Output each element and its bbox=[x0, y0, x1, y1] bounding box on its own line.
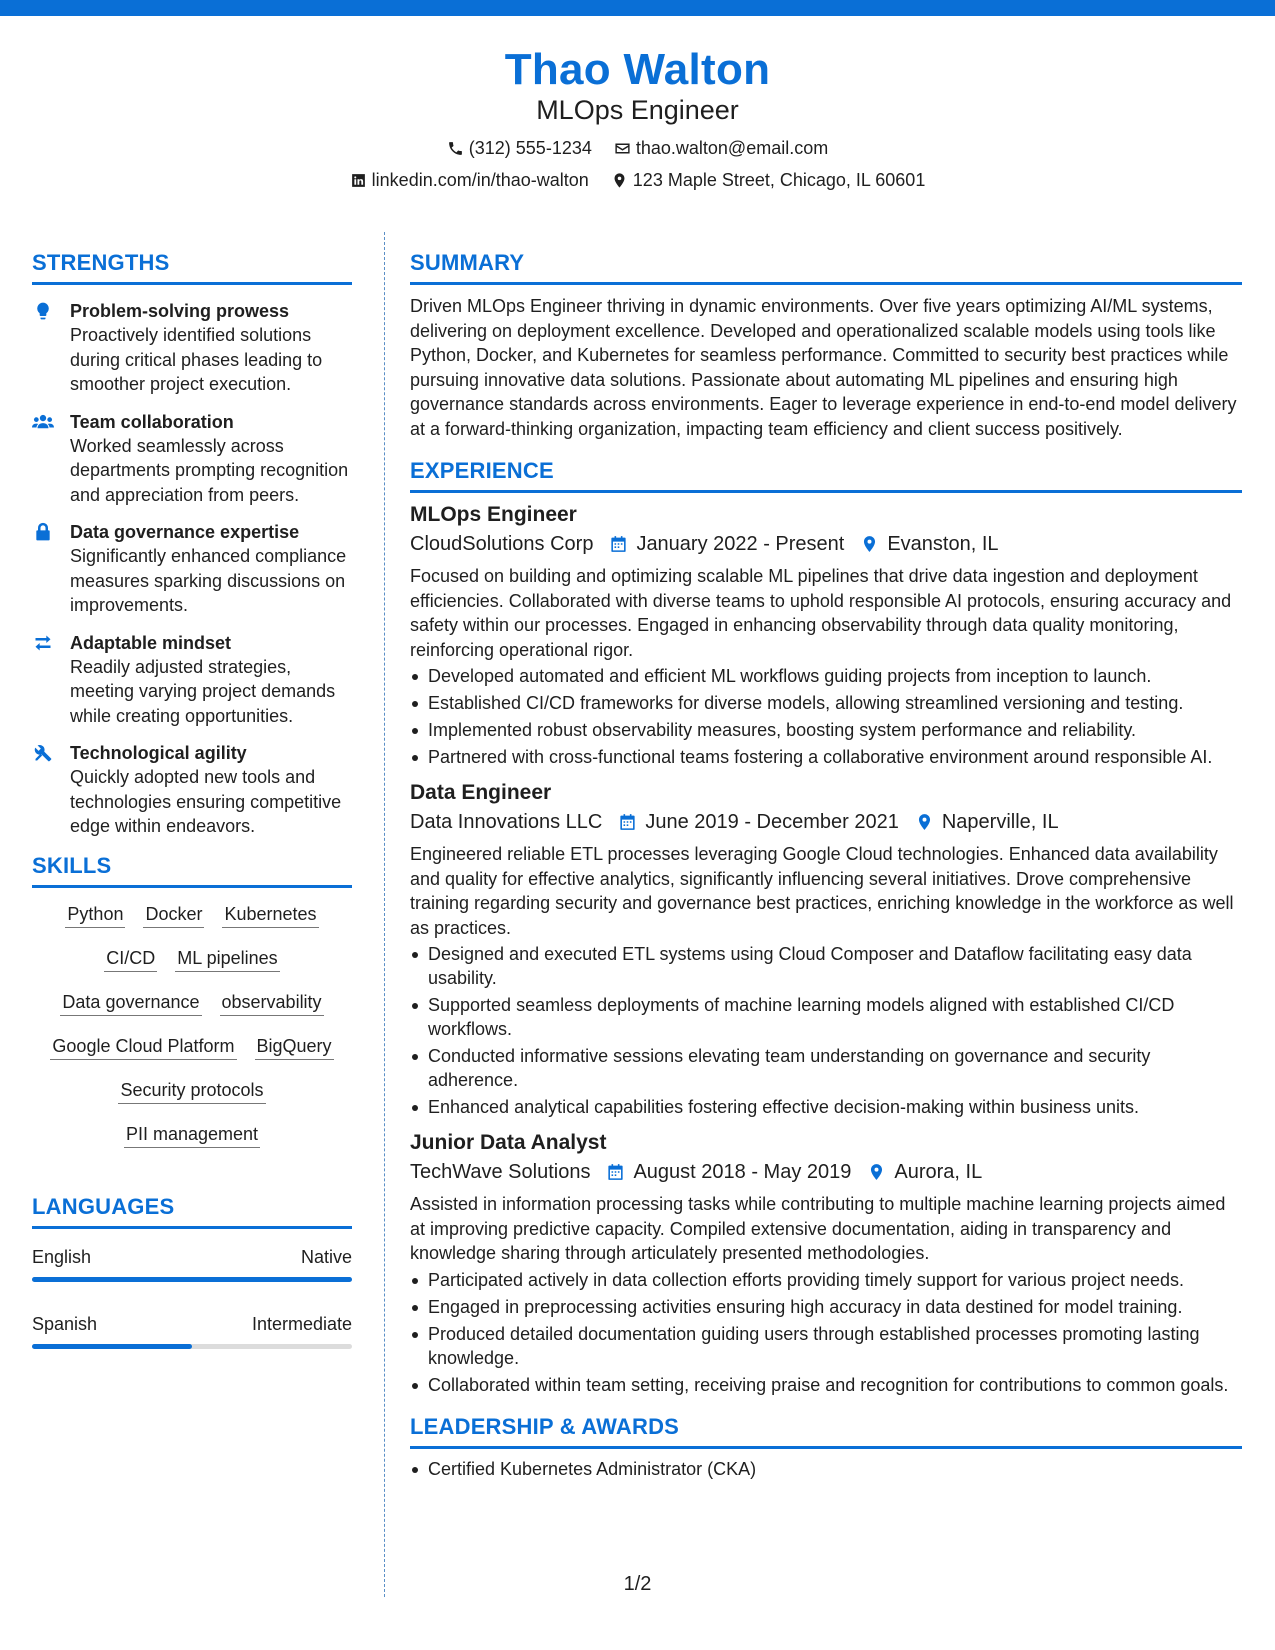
job-description: Assisted in information processing tasks while contributing to multiple machine learning projects aimed at improving predictive capacity. Compiled extensive documentation, aiding in transparency and knowledge sharing through articulately presented methodologies. bbox=[410, 1194, 1226, 1263]
skills-list bbox=[32, 902, 352, 1148]
job-entry bbox=[410, 779, 1242, 1119]
job-company: TechWave Solutions bbox=[410, 1161, 591, 1183]
contact-phone bbox=[447, 136, 592, 160]
skill-tag: BigQuery bbox=[255, 1034, 334, 1060]
linkedin-text: linkedin.com/in/thao-walton bbox=[371, 170, 589, 190]
strength-title: Technological agility bbox=[70, 743, 247, 763]
language-item bbox=[32, 1312, 352, 1349]
strength-item bbox=[32, 520, 352, 618]
strength-desc: Quickly adopted new tools and technologies ensuring competitive edge within endeavors. bbox=[70, 767, 342, 836]
leadership-heading: LEADERSHIP & AWARDS bbox=[410, 1414, 1242, 1449]
job-title: Junior Data Analyst bbox=[410, 1131, 607, 1154]
calendar-icon bbox=[606, 1162, 625, 1182]
language-name: Spanish bbox=[32, 1313, 98, 1334]
job-dates: January 2022 - Present bbox=[636, 533, 845, 555]
language-level: Intermediate bbox=[251, 1313, 352, 1334]
job-description: Focused on building and optimizing scalable ML pipelines that drive data ingestion and deployment efficiencies. Collaborated with diverse teams to uphold responsible AI protocols, ensuring accuracy and safety within our processes. Engaged in enhancing observability through data quality monitoring, reinforcing operational rigor. bbox=[410, 566, 1232, 660]
right-column bbox=[410, 250, 1242, 1484]
language-proficiency-bar bbox=[32, 1344, 352, 1349]
skill-tag: Kubernetes bbox=[222, 902, 318, 928]
page-number: 1/2 bbox=[623, 1573, 652, 1595]
skill-tag: Google Cloud Platform bbox=[50, 1034, 236, 1060]
contact-row-2 bbox=[0, 168, 1275, 192]
job-meta bbox=[410, 530, 1242, 558]
lock-icon bbox=[32, 522, 54, 542]
bullet-item: Supported seamless deployments of machine learning models aligned with established CI/CD workflows. bbox=[410, 993, 1242, 1041]
job-company: Data Innovations LLC bbox=[410, 811, 603, 833]
contact-email[interactable] bbox=[614, 136, 828, 160]
skill-tag: Python bbox=[65, 902, 125, 928]
bullet-item: Designed and executed ETL systems using Cloud Composer and Dataflow facilitating easy data usability. bbox=[410, 942, 1242, 990]
bullet-item: Implemented robust observability measures, boosting system performance and reliability. bbox=[410, 718, 1242, 742]
bullet-item: Partnered with cross-functional teams fostering a collaborative environment around responsible AI. bbox=[410, 745, 1242, 769]
skills-heading: SKILLS bbox=[32, 853, 352, 888]
job-title: MLOps Engineer bbox=[410, 503, 577, 526]
job-entry bbox=[410, 1129, 1242, 1397]
strength-item bbox=[32, 741, 352, 839]
candidate-role: MLOps Engineer bbox=[536, 95, 739, 125]
skill-tag: observability bbox=[220, 990, 324, 1016]
strength-title: Data governance expertise bbox=[70, 522, 300, 542]
strength-title: Adaptable mindset bbox=[70, 632, 232, 653]
tools-icon bbox=[32, 743, 54, 763]
strength-title: Problem-solving prowess bbox=[70, 301, 290, 321]
languages-heading: LANGUAGES bbox=[32, 1194, 352, 1229]
email-text: thao.walton@email.com bbox=[635, 138, 829, 158]
left-column bbox=[32, 250, 352, 1349]
bullet-item: Developed automated and efficient ML workflows guiding projects from inception to launch. bbox=[410, 664, 1242, 688]
strength-desc: Proactively identified solutions during critical phases leading to smoother project execution. bbox=[70, 325, 323, 394]
skill-tag: Security protocols bbox=[118, 1078, 265, 1104]
linkedin-icon bbox=[350, 172, 367, 189]
skill-tag: Docker bbox=[143, 902, 204, 928]
job-dates: June 2019 - December 2021 bbox=[645, 811, 899, 833]
language-proficiency-fill bbox=[32, 1344, 192, 1349]
address-text: 123 Maple Street, Chicago, IL 60601 bbox=[632, 170, 926, 190]
language-level: Native bbox=[300, 1246, 352, 1267]
strengths-list bbox=[32, 299, 352, 839]
strength-desc: Worked seamlessly across departments prompting recognition and appreciation from peers. bbox=[70, 435, 349, 505]
job-location: Evanston, IL bbox=[887, 533, 999, 555]
strength-item bbox=[32, 410, 352, 508]
job-location: Aurora, IL bbox=[894, 1161, 983, 1183]
phone-text: (312) 555-1234 bbox=[468, 138, 592, 158]
job-description: Engineered reliable ETL processes leveraging Google Cloud technologies. Enhanced data availability and quality for effective analytics, significantly influencing several initiatives. Drove comprehensive training regarding security and governance best practices, enriching knowledge in the workforce as well as practices. bbox=[410, 844, 1234, 938]
language-item bbox=[32, 1245, 352, 1282]
job-company: CloudSolutions Corp bbox=[410, 533, 594, 555]
bullet-item: Engaged in preprocessing activities ensuring high accuracy in data destined for model training. bbox=[410, 1295, 1242, 1319]
lightbulb-icon bbox=[32, 301, 54, 321]
job-dates: August 2018 - May 2019 bbox=[633, 1161, 852, 1183]
contact-linkedin[interactable] bbox=[350, 168, 589, 192]
contact-row-1 bbox=[0, 136, 1275, 160]
job-bullets bbox=[410, 1268, 1242, 1397]
top-accent-bar bbox=[0, 0, 1275, 16]
bullet-item: Established CI/CD frameworks for diverse models, allowing streamlined versioning and testing. bbox=[410, 691, 1242, 715]
strength-desc: Readily adjusted strategies, meeting varying project demands while creating opportunities. bbox=[70, 656, 336, 726]
map-pin-icon bbox=[915, 812, 934, 832]
job-location: Naperville, IL bbox=[941, 811, 1059, 833]
strength-title: Team collaboration bbox=[70, 411, 234, 432]
contact-address bbox=[611, 168, 926, 192]
map-pin-icon bbox=[611, 172, 628, 189]
calendar-icon bbox=[618, 812, 637, 832]
summary-text: Driven MLOps Engineer thriving in dynamic environments. Over five years optimizing AI/ML systems, delivering on deployment excellence. Developed and operationalized scalable models using tools like Python, Docker, and Kubernetes for seamless performance. Committed to security best practices while pursuing innovative data solutions. Passionate about automating ML pipelines and ensuring high governance standards across environments. Eager to leverage experience in end-to-end model delivery at a forward-thinking organization, impacting team efficiency and client success positively. bbox=[410, 296, 1237, 439]
award-item: Certified Kubernetes Administrator (CKA) bbox=[410, 1457, 1242, 1481]
candidate-name: Thao Walton bbox=[504, 45, 771, 94]
strength-item bbox=[32, 299, 352, 397]
bullet-item: Conducted informative sessions elevating team understanding on governance and security adherence. bbox=[410, 1044, 1242, 1092]
arrows-exchange-icon bbox=[32, 633, 54, 653]
users-icon bbox=[32, 412, 54, 432]
strength-item bbox=[32, 631, 352, 729]
job-meta bbox=[410, 808, 1242, 836]
language-name: English bbox=[32, 1246, 92, 1267]
calendar-icon bbox=[609, 534, 628, 554]
bullet-item: Collaborated within team setting, receiving praise and recognition for contributions to common goals. bbox=[410, 1373, 1242, 1397]
job-bullets bbox=[410, 664, 1242, 769]
bullet-item: Participated actively in data collection efforts providing timely support for various project needs. bbox=[410, 1268, 1242, 1292]
awards-list bbox=[410, 1457, 1242, 1481]
map-pin-icon bbox=[860, 534, 879, 554]
phone-icon bbox=[447, 140, 464, 157]
envelope-icon bbox=[614, 140, 631, 157]
language-proficiency-bar bbox=[32, 1277, 352, 1282]
strengths-heading: STRENGTHS bbox=[32, 250, 352, 285]
strength-desc: Significantly enhanced compliance measures sparking discussions on improvements. bbox=[70, 546, 347, 615]
column-divider bbox=[384, 232, 385, 1597]
job-bullets bbox=[410, 942, 1242, 1119]
job-entry bbox=[410, 501, 1242, 769]
experience-heading: EXPERIENCE bbox=[410, 458, 1242, 493]
resume-header bbox=[0, 44, 1275, 192]
job-title: Data Engineer bbox=[410, 781, 552, 804]
skill-tag: Data governance bbox=[60, 990, 201, 1016]
job-meta bbox=[410, 1158, 1242, 1186]
skill-tag: PII management bbox=[124, 1122, 260, 1148]
map-pin-icon bbox=[867, 1162, 886, 1182]
bullet-item: Produced detailed documentation guiding users through established processes promoting lasting knowledge. bbox=[410, 1322, 1242, 1370]
bullet-item: Enhanced analytical capabilities fostering effective decision-making within business units. bbox=[410, 1095, 1242, 1119]
skill-tag: ML pipelines bbox=[175, 946, 279, 972]
summary-heading: SUMMARY bbox=[410, 250, 1242, 285]
skill-tag: CI/CD bbox=[104, 946, 157, 972]
language-proficiency-fill bbox=[32, 1277, 352, 1282]
